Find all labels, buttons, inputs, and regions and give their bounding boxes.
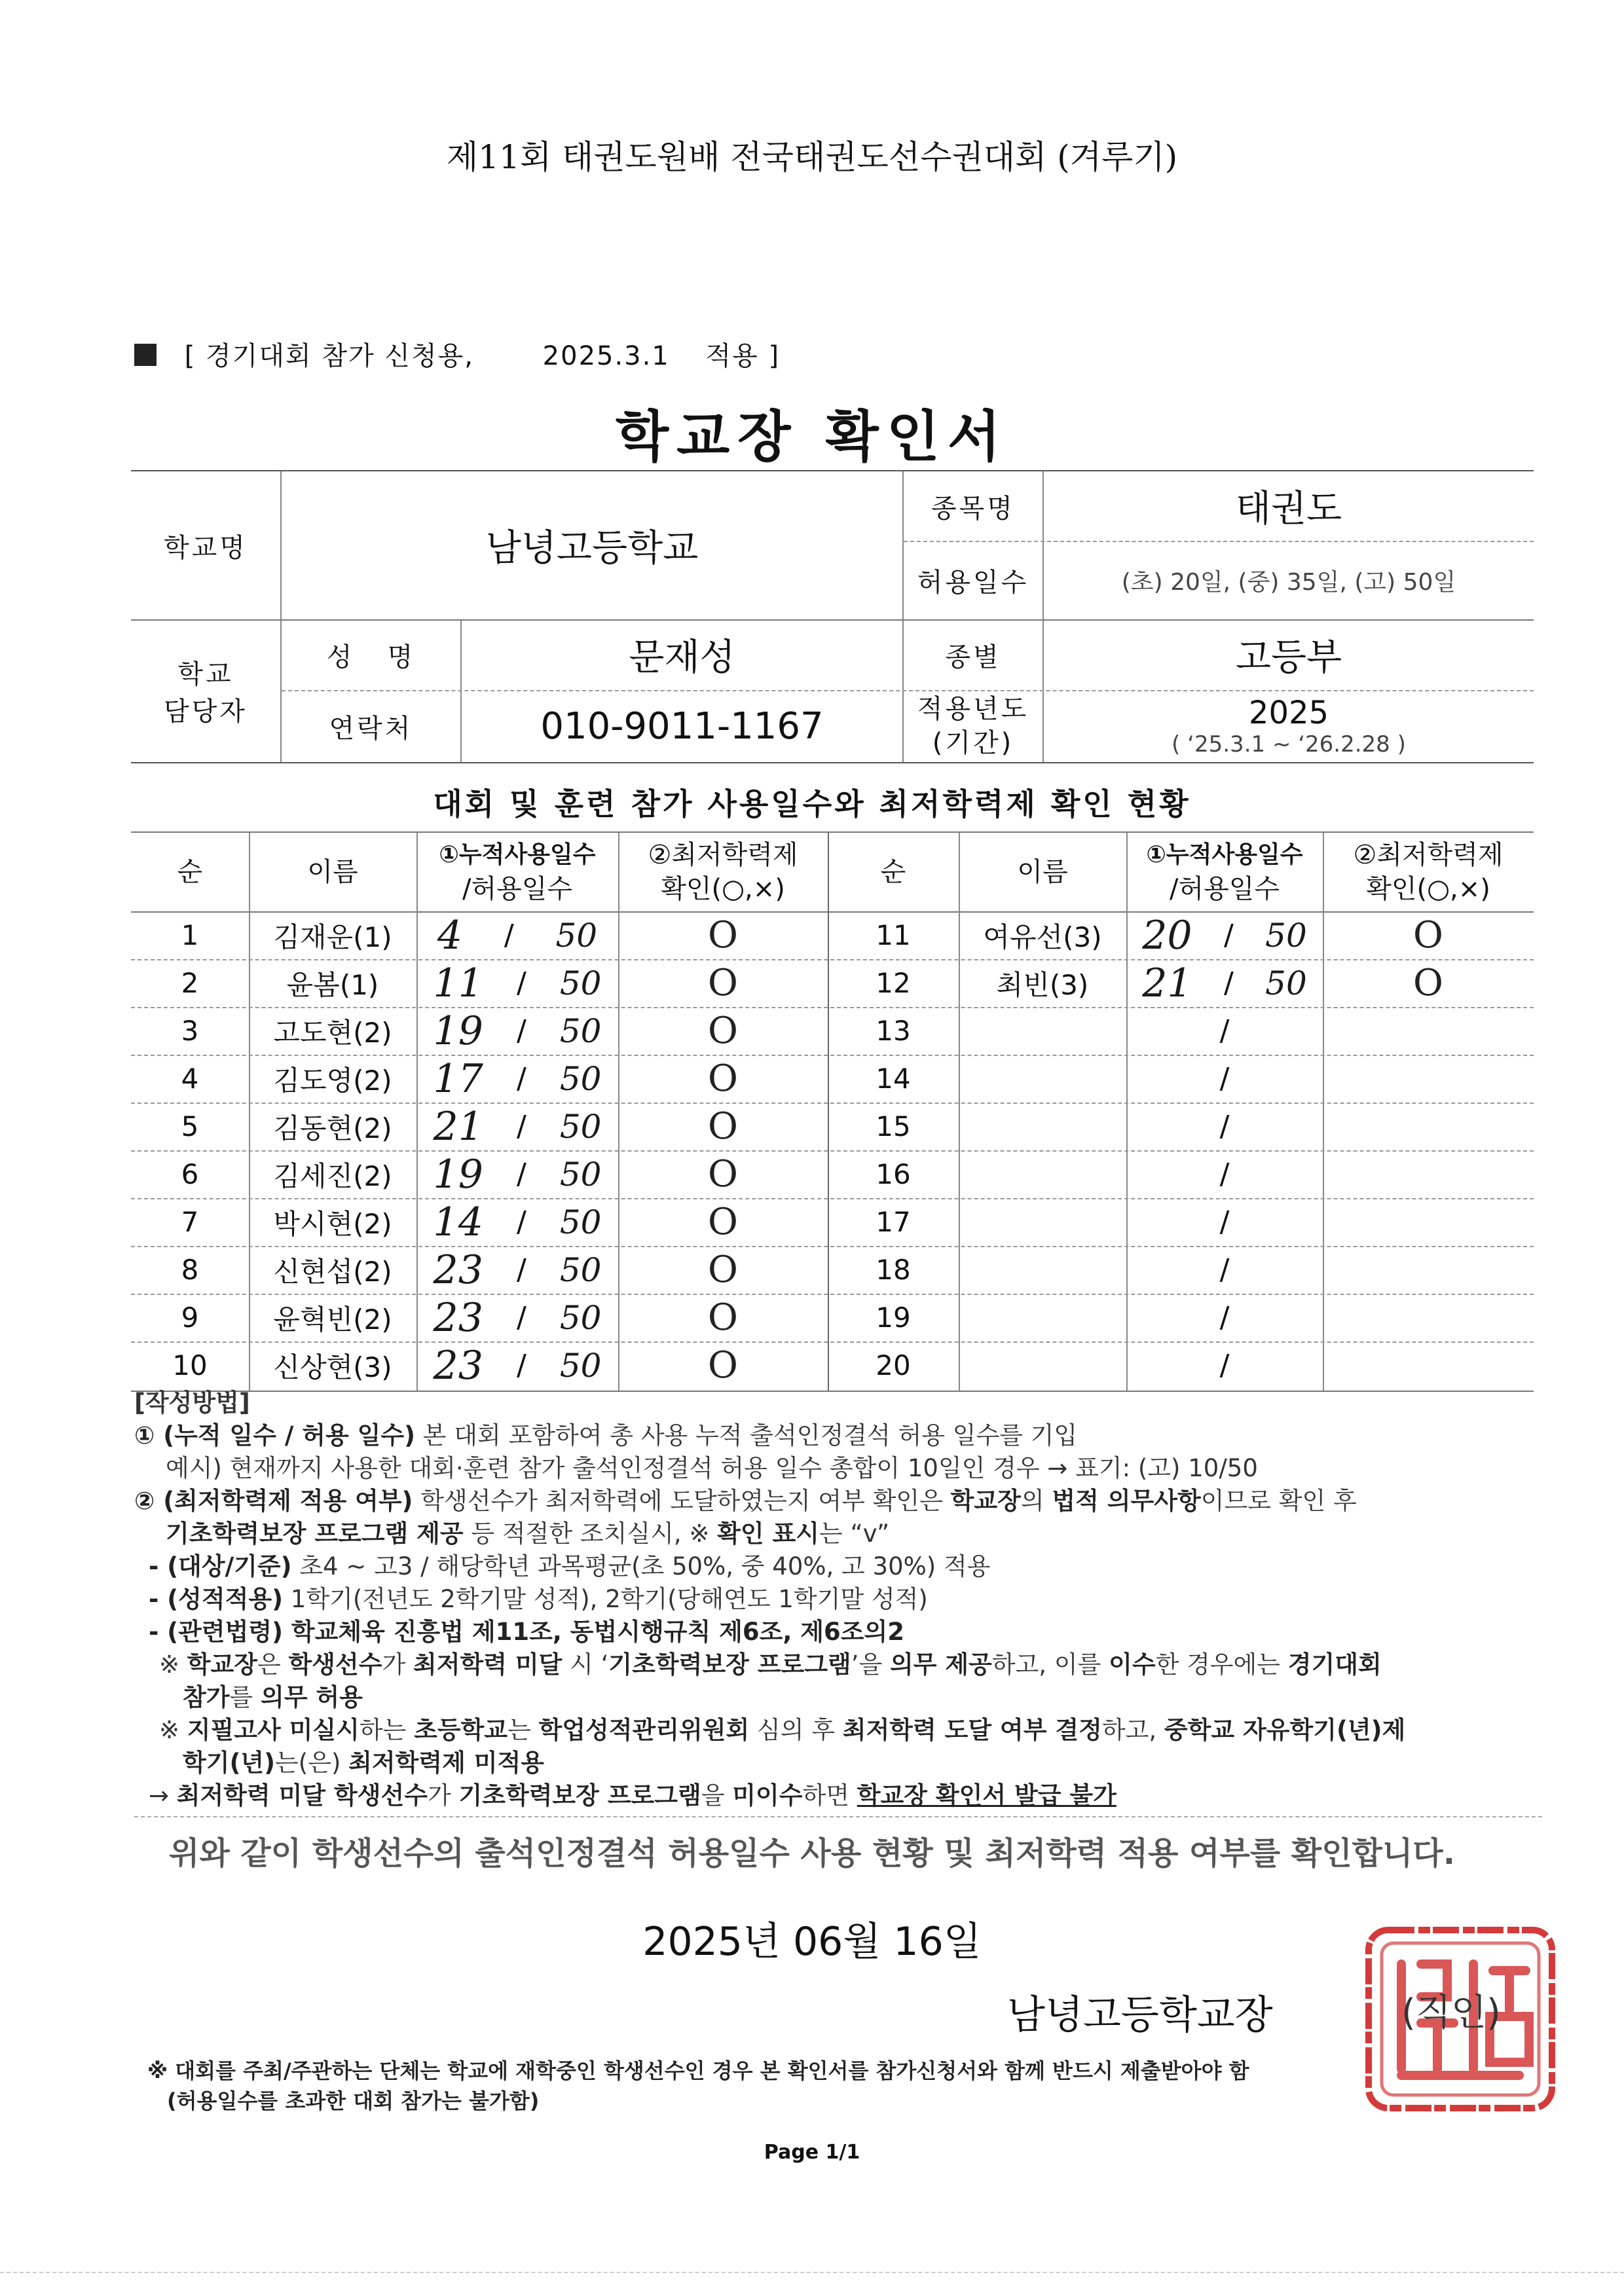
days-used: 14 bbox=[433, 1199, 483, 1245]
page-number: Page 1/1 bbox=[764, 2141, 860, 2164]
student-name: 신현섭(2) bbox=[273, 1255, 392, 1288]
days-used-allowed bbox=[416, 1246, 618, 1294]
instruction-1-example: 예시) 현재까지 사용한 대회·훈련 참가 출석인정결석 허용 일수 총합이 10일인 경우 → 표기: (고) 10/50 bbox=[166, 1454, 1258, 1482]
min-academic-check bbox=[1323, 1102, 1534, 1150]
contact-person-label-1: 학교 bbox=[177, 659, 234, 689]
days-allowed: 50 bbox=[559, 1011, 602, 1050]
row-number: 1 bbox=[181, 919, 199, 951]
student-name bbox=[959, 1102, 1126, 1150]
days-allowed: 50 bbox=[559, 964, 602, 1002]
student-name: 여유선(3) bbox=[983, 920, 1102, 953]
days-used: 23 bbox=[433, 1342, 483, 1389]
usage-table bbox=[131, 831, 1534, 1392]
footer-note-2: (허용일수를 초과한 대회 참가는 불가함) bbox=[167, 2088, 540, 2113]
days-slash: / bbox=[1219, 1253, 1230, 1286]
footer-note-1: ※ 대회를 주최/주관하는 단체는 학교에 재학중인 학생선수인 경우 본 확인서를 참가신청서와 함께 반드시 제출받아야 함 bbox=[147, 2058, 1249, 2083]
student-name: 고도현(2) bbox=[273, 1016, 392, 1049]
student-name bbox=[959, 1294, 1126, 1341]
info-table bbox=[131, 470, 1534, 763]
instruction-note-1-cont: 참가를 의무 허용 bbox=[183, 1683, 363, 1711]
instruction-grades: - (성적적용) 1학기(전년도 2학기말 성적), 2학기(당해연도 1학기말 성적) bbox=[149, 1585, 928, 1613]
days-used: 21 bbox=[433, 1103, 483, 1150]
header-name-right: 이름 bbox=[1017, 857, 1068, 887]
days-used-allowed bbox=[416, 1102, 618, 1150]
days-used-allowed bbox=[416, 1294, 618, 1341]
days-allowed: 50 bbox=[559, 1155, 602, 1194]
min-academic-check: O bbox=[708, 1010, 738, 1052]
days-used-allowed bbox=[1126, 1198, 1323, 1246]
min-academic-check bbox=[1323, 1007, 1534, 1055]
row-number: 11 bbox=[876, 919, 911, 951]
min-academic-check: O bbox=[1413, 914, 1443, 957]
instruction-note-2-cont: 학기(년)는(은) 최저학력제 미적용 bbox=[183, 1749, 544, 1777]
days-slash: / bbox=[1219, 1014, 1230, 1048]
student-name: 김재운(1) bbox=[273, 920, 392, 953]
student-name bbox=[959, 1246, 1126, 1294]
days-used-allowed bbox=[416, 1198, 618, 1246]
min-academic-check: O bbox=[708, 1248, 738, 1291]
application-line bbox=[134, 335, 780, 373]
allowed-days-value: (초) 20일, (중) 35일, (고) 50일 bbox=[1121, 568, 1456, 596]
row-number: 8 bbox=[181, 1254, 199, 1286]
days-used: 11 bbox=[433, 960, 483, 1006]
confirmation-statement: 위와 같이 학생선수의 출석인정결석 허용일수 사용 현황 및 최저학력 적용 여부를 확인합니다. bbox=[168, 1835, 1456, 1872]
days-used-allowed bbox=[1126, 1246, 1323, 1294]
days-slash: / bbox=[1223, 919, 1234, 952]
year-value: 2025 bbox=[1248, 695, 1329, 731]
min-academic-check bbox=[1323, 1246, 1534, 1294]
instructions-heading: [작성방법] bbox=[134, 1389, 250, 1417]
row-number: 13 bbox=[876, 1015, 911, 1047]
school-label: 학교명 bbox=[164, 532, 248, 563]
instruction-2-cont: 기초학력보장 프로그램 제공 등 적절한 조치실시, ※ 확인 표시는 “v” bbox=[166, 1520, 890, 1548]
days-slash: / bbox=[516, 1253, 526, 1286]
year-label-1: 적용년도 bbox=[917, 694, 1029, 724]
days-used-allowed bbox=[1126, 1294, 1323, 1341]
division-label: 종별 bbox=[945, 642, 1001, 672]
days-slash: / bbox=[516, 1301, 526, 1334]
days-used-allowed bbox=[1126, 1150, 1323, 1198]
days-allowed: 50 bbox=[559, 1298, 602, 1337]
row-number: 5 bbox=[181, 1110, 199, 1142]
year-label-2: (기간) bbox=[932, 728, 1014, 758]
days-slash: / bbox=[516, 1349, 526, 1382]
min-academic-check bbox=[1323, 1198, 1534, 1246]
row-number: 3 bbox=[181, 1015, 199, 1047]
phone-value: 010-9011-1167 bbox=[540, 704, 824, 748]
row-number: 9 bbox=[181, 1302, 199, 1334]
min-academic-check: O bbox=[708, 1057, 738, 1100]
student-name bbox=[959, 1007, 1126, 1055]
days-used-allowed bbox=[416, 959, 618, 1007]
days-slash: / bbox=[516, 966, 526, 1000]
min-academic-check bbox=[1323, 1150, 1534, 1198]
usage-section-title: 대회 및 훈련 참가 사용일수와 최저학력제 확인 현황 bbox=[433, 786, 1191, 822]
min-academic-check: O bbox=[708, 914, 738, 957]
instruction-law: - (관련법령) 학교체육 진흥법 제11조, 동법시행규칙 제6조, 제6조의2 bbox=[149, 1618, 904, 1646]
header-min-right bbox=[1323, 833, 1534, 911]
min-academic-check: O bbox=[708, 1201, 738, 1243]
min-academic-check: O bbox=[708, 1344, 738, 1387]
days-used-allowed bbox=[416, 1150, 618, 1198]
min-academic-check bbox=[1323, 1055, 1534, 1102]
row-number: 12 bbox=[876, 967, 911, 999]
apply-label: [ 경기대회 참가 신청용, bbox=[184, 341, 474, 371]
days-used-allowed bbox=[416, 1055, 618, 1102]
header-min-left bbox=[618, 833, 828, 911]
document-title: 학교장 확인서 bbox=[615, 405, 1009, 469]
sport-value: 태권도 bbox=[1235, 488, 1342, 530]
instructions bbox=[134, 1387, 1542, 1817]
header-min-right-2: 확인(○,×) bbox=[1366, 874, 1490, 904]
student-name bbox=[959, 1055, 1126, 1102]
min-academic-check bbox=[1323, 1294, 1534, 1341]
days-slash: / bbox=[1219, 1110, 1230, 1143]
header-no-left: 순 bbox=[177, 857, 203, 887]
row-number: 14 bbox=[876, 1063, 911, 1095]
row-number: 6 bbox=[181, 1158, 199, 1190]
name-label: 성 명 bbox=[326, 642, 416, 672]
issue-date: 2025년 06월 16일 bbox=[642, 1919, 982, 1965]
days-used-allowed bbox=[416, 911, 618, 959]
days-used: 23 bbox=[433, 1294, 483, 1341]
instruction-note-1: ※ 학교장은 학생선수가 최저학력 미달 시 ‘기초학력보장 프로그램’을 의무 제공하고, 이를 이수한 경우에는 경기대회 bbox=[159, 1650, 1382, 1679]
student-name: 최빈(3) bbox=[996, 968, 1089, 1001]
days-allowed: 50 bbox=[1265, 964, 1307, 1002]
days-slash: / bbox=[516, 1157, 526, 1191]
days-allowed: 50 bbox=[559, 1107, 602, 1146]
row-number: 19 bbox=[876, 1302, 911, 1334]
period-value: ( ‘25.3.1 ~ ‘26.2.28 ) bbox=[1172, 731, 1406, 757]
days-used: 19 bbox=[433, 1008, 483, 1054]
student-name bbox=[959, 1341, 1126, 1389]
contact-person-label-2: 담당자 bbox=[164, 697, 248, 727]
row-number: 18 bbox=[876, 1254, 911, 1286]
student-name: 김도영(2) bbox=[273, 1064, 392, 1097]
days-used-allowed bbox=[416, 1341, 618, 1389]
days-used: 21 bbox=[1142, 960, 1192, 1006]
days-slash: / bbox=[516, 1205, 526, 1239]
days-slash: / bbox=[504, 919, 514, 952]
student-name: 신상현(3) bbox=[273, 1351, 392, 1383]
row-number: 7 bbox=[181, 1206, 199, 1238]
days-used: 19 bbox=[433, 1151, 483, 1197]
student-name: 윤혁빈(2) bbox=[273, 1303, 392, 1336]
header-days-right-1: ①누적사용일수 bbox=[1146, 841, 1303, 868]
days-used: 23 bbox=[433, 1247, 483, 1293]
header-days-left-2: /허용일수 bbox=[462, 874, 573, 904]
min-academic-check: O bbox=[708, 1153, 738, 1195]
days-slash: / bbox=[516, 1014, 526, 1048]
division-value: 고등부 bbox=[1235, 636, 1342, 679]
school-value: 남녕고등학교 bbox=[485, 527, 699, 570]
apply-suffix: 적용 ] bbox=[705, 341, 781, 371]
days-allowed: 50 bbox=[559, 1250, 602, 1289]
days-slash: / bbox=[1219, 1349, 1230, 1382]
sport-label: 종목명 bbox=[931, 493, 1015, 524]
days-used-allowed bbox=[416, 1007, 618, 1055]
instruction-target: - (대상/기준) 초4 ~ 고3 / 해당학년 과목평균(초 50%, 중 40%, 고 30%) 적용 bbox=[149, 1552, 991, 1580]
header-min-left-1: ②최저학력제 bbox=[648, 840, 798, 870]
min-academic-check: O bbox=[708, 1296, 738, 1339]
row-number: 16 bbox=[876, 1158, 911, 1190]
days-allowed: 50 bbox=[555, 916, 598, 955]
row-number: 20 bbox=[876, 1349, 911, 1381]
student-name bbox=[959, 1150, 1126, 1198]
student-name bbox=[959, 1198, 1126, 1246]
instruction-2: ② (최저학력제 적용 여부) 학생선수가 최저학력에 도달하였는지 여부 확인은 학교장의 법적 의무사항이므로 확인 후 bbox=[134, 1487, 1357, 1515]
days-slash: / bbox=[1219, 1301, 1230, 1334]
competition-title: 제11회 태권도원배 전국태권도선수권대회 (겨루기) bbox=[446, 138, 1178, 176]
header-min-right-1: ②최저학력제 bbox=[1353, 840, 1504, 870]
header-min-left-2: 확인(○,×) bbox=[661, 874, 785, 904]
allowed-days-label: 허용일수 bbox=[917, 567, 1029, 598]
days-allowed: 50 bbox=[559, 1059, 602, 1098]
name-value: 문재성 bbox=[629, 636, 735, 679]
days-allowed: 50 bbox=[1265, 916, 1307, 955]
header-name-left: 이름 bbox=[307, 857, 358, 887]
student-name: 김세진(2) bbox=[273, 1159, 392, 1192]
days-slash: / bbox=[1219, 1062, 1230, 1095]
days-used: 4 bbox=[437, 912, 463, 958]
instruction-1: ① (누적 일수 / 허용 일수) 본 대회 포함하여 총 사용 누적 출석인정결석 허용 일수를 기입 bbox=[134, 1421, 1078, 1449]
bottom-rule bbox=[0, 2272, 1624, 2273]
min-academic-check: O bbox=[708, 962, 738, 1004]
row-number: 4 bbox=[181, 1063, 199, 1095]
days-slash: / bbox=[1223, 966, 1234, 1000]
days-used-allowed bbox=[1126, 911, 1323, 959]
square-bullet-icon bbox=[134, 344, 157, 366]
header-days-right bbox=[1126, 833, 1323, 911]
min-academic-check bbox=[1323, 1341, 1534, 1389]
seal-label: (직인) bbox=[1401, 1992, 1501, 2034]
row-number: 15 bbox=[876, 1110, 911, 1142]
days-slash: / bbox=[1219, 1205, 1230, 1239]
days-used: 20 bbox=[1142, 912, 1192, 958]
days-used-allowed bbox=[1126, 1055, 1323, 1102]
header-no-right: 순 bbox=[880, 857, 906, 887]
principal-title: 남녕고등학교장 bbox=[1007, 1992, 1273, 2038]
student-name: 박시현(2) bbox=[273, 1207, 392, 1240]
days-slash: / bbox=[1219, 1157, 1230, 1191]
days-slash: / bbox=[516, 1110, 526, 1143]
row-number: 10 bbox=[172, 1349, 208, 1381]
row-number: 17 bbox=[876, 1206, 911, 1238]
footer-note bbox=[147, 2056, 1542, 2116]
instruction-note-2: ※ 지필고사 미실시하는 초등학교는 학업성적관리위원회 심의 후 최저학력 도달 여부 결정하고, 중학교 자유학기(년)제 bbox=[159, 1716, 1406, 1744]
days-used-allowed bbox=[1126, 1007, 1323, 1055]
student-name: 윤봄(1) bbox=[286, 968, 379, 1001]
days-slash: / bbox=[516, 1062, 526, 1095]
year-cell bbox=[1044, 690, 1534, 762]
days-allowed: 50 bbox=[559, 1203, 602, 1241]
contact-person-label bbox=[131, 619, 280, 762]
min-academic-check: O bbox=[1413, 962, 1443, 1004]
row-number: 2 bbox=[181, 967, 199, 999]
instruction-arrow: → 최저학력 미달 학생선수가 기초학력보장 프로그램을 미이수하면 학교장 확인서 발급 불가 bbox=[134, 1779, 1542, 1817]
year-label bbox=[904, 690, 1043, 762]
header-days-left-1: ①누적사용일수 bbox=[439, 841, 596, 868]
student-name: 김동현(2) bbox=[273, 1112, 392, 1144]
days-used-allowed bbox=[1126, 1341, 1323, 1389]
days-used-allowed bbox=[1126, 959, 1323, 1007]
header-days-left bbox=[416, 833, 618, 911]
days-used: 17 bbox=[433, 1055, 483, 1102]
phone-label: 연락처 bbox=[329, 713, 413, 744]
days-allowed: 50 bbox=[559, 1346, 602, 1385]
min-academic-check: O bbox=[708, 1105, 738, 1148]
days-used-allowed bbox=[1126, 1102, 1323, 1150]
header-days-right-2: /허용일수 bbox=[1169, 874, 1280, 904]
apply-date: 2025.3.1 bbox=[542, 341, 670, 371]
